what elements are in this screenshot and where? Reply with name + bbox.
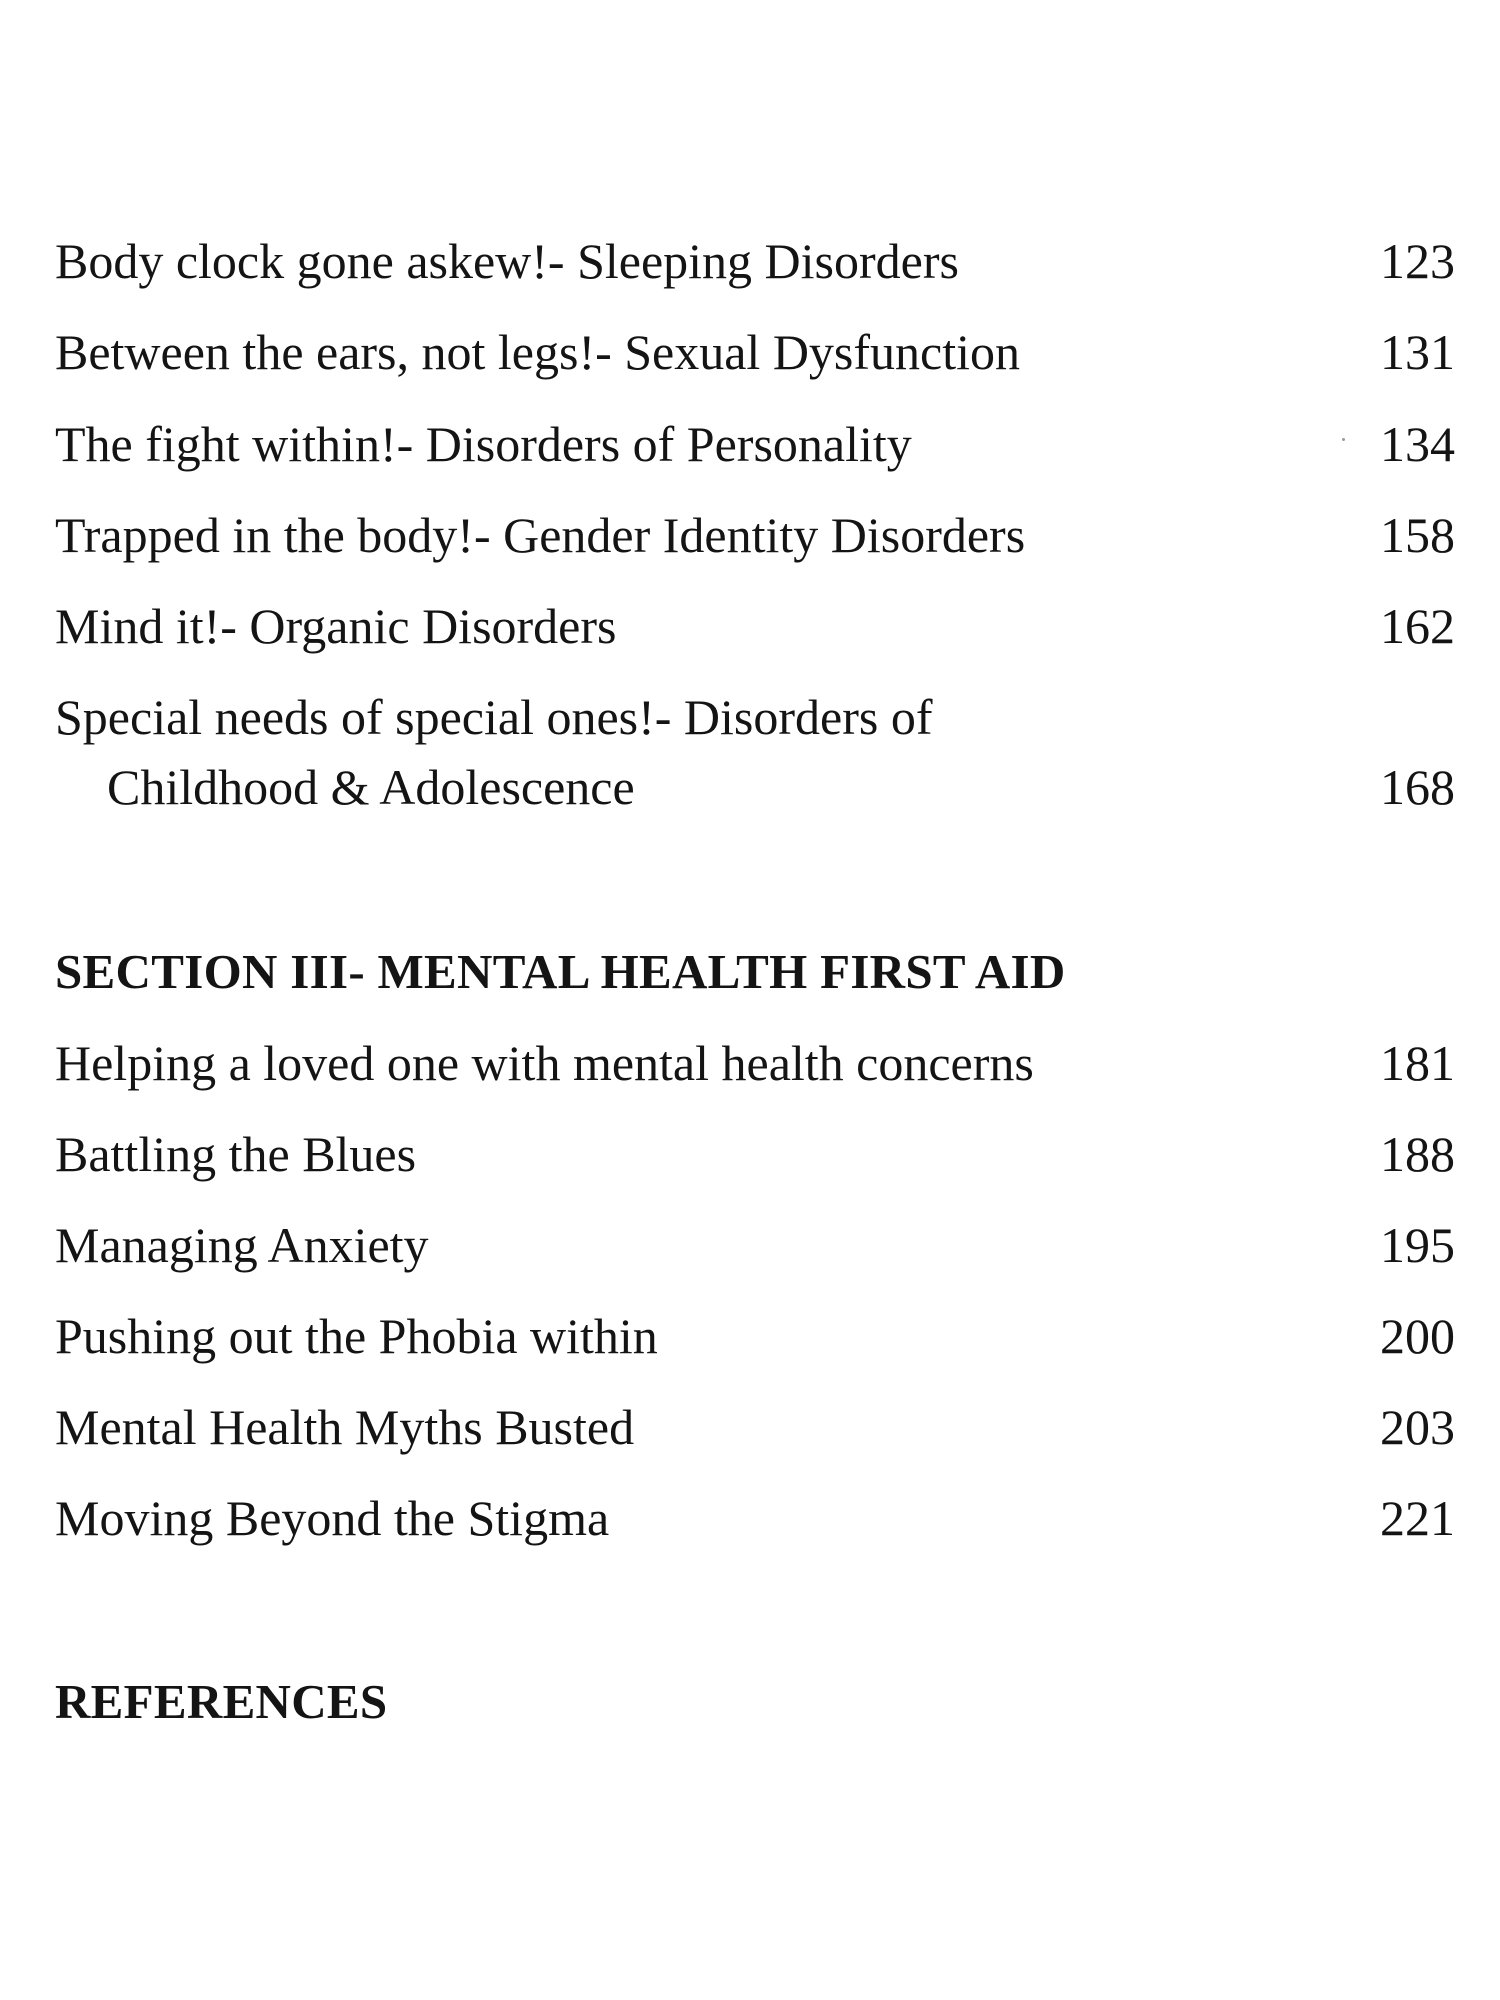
toc-entry-page-number: 168 [1380,759,1455,815]
toc-entry-title: Mind it!- Organic Disorders [55,598,617,654]
toc-entry-page-number: 162 [1380,598,1455,654]
toc-entry-page-number: 134 [1380,416,1455,472]
toc-entry-title: Body clock gone askew!- Sleeping Disorders [55,233,959,289]
toc-entry-title: Moving Beyond the Stigma [55,1490,610,1546]
toc-entry-title: Helping a loved one with mental health concerns [55,1035,1034,1091]
toc-entry-page-number: 123 [1380,233,1455,289]
toc-entry-title: The fight within!- Disorders of Personality [55,416,912,472]
toc-entry-page-number: 131 [1380,324,1455,380]
toc-entry-title-continuation: Childhood & Adolescence [107,759,635,815]
toc-entry-title: Pushing out the Phobia within [55,1308,658,1364]
toc-entry-page-number: 181 [1380,1035,1455,1091]
toc-entry-title: Special needs of special ones!- Disorders of [55,689,933,745]
toc-entry-page-number: 221 [1380,1490,1455,1546]
references-heading: REFERENCES [55,1674,388,1729]
toc-entry-page-number: 203 [1380,1399,1455,1455]
section-heading: SECTION III- MENTAL HEALTH FIRST AID [55,944,1066,999]
toc-entry-page-number: 188 [1380,1126,1455,1182]
toc-entry-page-number: 200 [1380,1308,1455,1364]
toc-entry-title: Trapped in the body!- Gender Identity Disorders [55,507,1026,563]
toc-entry-title: Between the ears, not legs!- Sexual Dysfunction [55,324,1021,380]
toc-entry-page-number: 195 [1380,1217,1455,1273]
toc-entry-title: Managing Anxiety [55,1217,429,1273]
toc-entry-title: Battling the Blues [55,1126,417,1182]
toc-entry-title: Mental Health Myths Busted [55,1399,635,1455]
scan-speck [1342,438,1345,441]
toc-entry-page-number: 158 [1380,507,1455,563]
